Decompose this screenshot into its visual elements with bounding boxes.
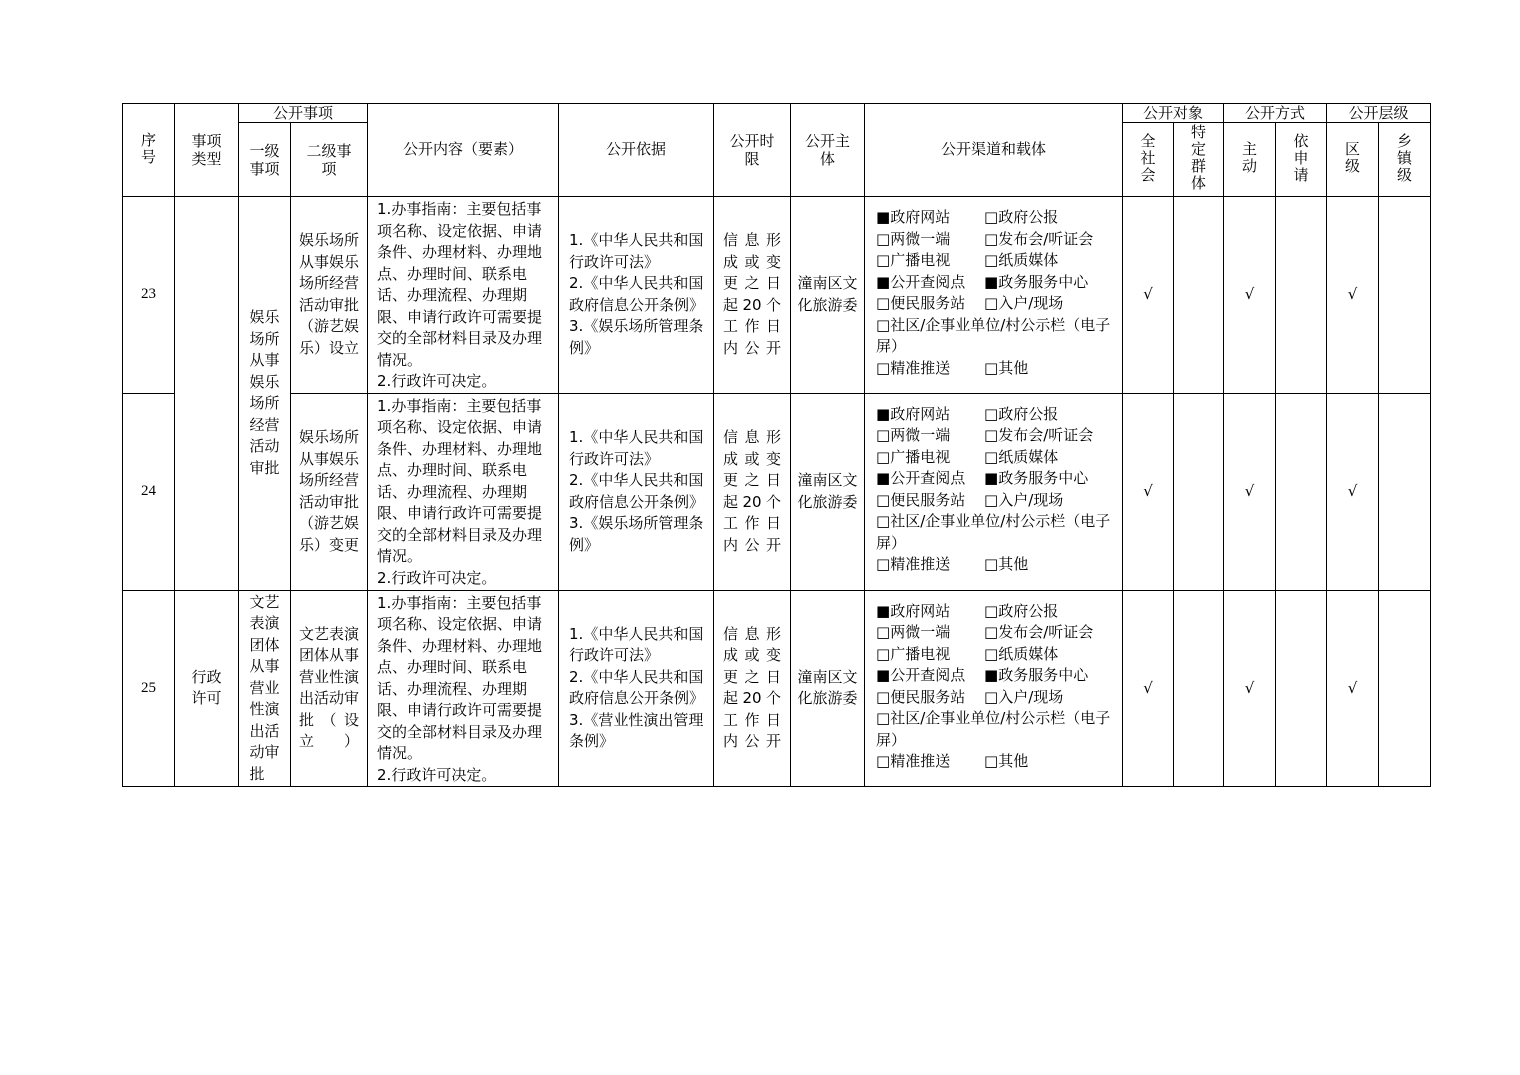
channel-option: □其他 [984,752,1029,770]
row-specific-group [1174,590,1224,787]
channel-option: □纸质媒体 [984,251,1059,269]
channel-option: □发布会/听证会 [984,623,1094,641]
row-township [1379,590,1431,787]
row-time-limit: 信息形成或变更之日起20个工作日内公开 [714,197,791,394]
row-basis: 1.《中华人民共和国行政许可法》 2.《中华人民共和国政府信息公开条例》 3.《娱乐场所管理条例》 [559,197,714,394]
header-active: 主动 [1224,123,1276,197]
channel-option: □广播电视 [876,447,951,466]
row-seq: 24 [123,393,175,590]
channel-option: □政府公报 [984,404,1059,423]
channel-option: □入户/现场 [984,687,1064,706]
channel-option: □发布会/听证会 [984,426,1094,444]
header-level2: 二级事项 [291,123,368,197]
table-row [123,197,1431,394]
header-basis: 公开依据 [559,104,714,197]
header-time-limit: 公开时限 [714,104,791,197]
row-type: 行政许可 [175,590,239,787]
channel-option: □社区/企事业单位/村公示栏（电子屏） [876,315,1111,355]
row-active: √ [1224,590,1276,787]
channel-option: □政府公报 [984,208,1059,226]
row-active: √ [1224,393,1276,590]
row-level2: 文艺表演团体从事营业性演出活动审批（设立） [291,590,368,787]
header-whole-society: 全社会 [1123,123,1174,197]
row-township [1379,393,1431,590]
row-district: √ [1327,197,1379,394]
row-content: 1.办事指南：主要包括事项名称、设定依据、申请条件、办理材料、办理地点、办理时间、联系电话、办理流程、办理期限、申请行政许可需要提交的全部材料目录及办理情况。 2.行政许可决定。 [368,393,559,590]
header-subject: 公开主体 [791,104,865,197]
row-level2: 娱乐场所从事娱乐场所经营活动审批（游艺娱乐）变更 [291,393,368,590]
channel-option: □便民服务站 [876,687,966,706]
channel-option: □精准推送 [876,358,951,377]
row-type-empty [175,197,239,591]
channel-option: □社区/企事业单位/村公示栏（电子屏） [876,709,1111,749]
row-seq: 23 [123,197,175,394]
header-group-level: 公开层级 [1327,104,1431,123]
row-basis: 1.《中华人民共和国行政许可法》 2.《中华人民共和国政府信息公开条例》 3.《娱乐场所管理条例》 [559,393,714,590]
channel-option: ■政务服务中心 [984,666,1089,684]
header-type: 事项类型 [175,104,239,197]
channel-option: ■政府网站 [876,404,951,423]
table-row [123,393,1431,590]
header-district: 区级 [1327,123,1379,197]
row-time-limit: 信息形成或变更之日起20个工作日内公开 [714,590,791,787]
header-group-target: 公开对象 [1123,104,1224,123]
row-on-request [1276,590,1327,787]
row-whole-society: √ [1123,590,1174,787]
row-basis: 1.《中华人民共和国行政许可法》 2.《中华人民共和国政府信息公开条例》 3.《营业性演出管理条例》 [559,590,714,787]
row-specific-group [1174,393,1224,590]
channel-option: □入户/现场 [984,490,1064,509]
row-district: √ [1327,393,1379,590]
channel-option: ■政府网站 [876,601,951,620]
row-subject: 潼南区文化旅游委 [791,393,865,590]
row-district: √ [1327,590,1379,787]
row-subject: 潼南区文化旅游委 [791,197,865,394]
row-content: 1.办事指南：主要包括事项名称、设定依据、申请条件、办理材料、办理地点、办理时间、联系电话、办理流程、办理期限、申请行政许可需要提交的全部材料目录及办理情况。 2.行政许可决定。 [368,197,559,394]
header-township: 乡镇级 [1379,123,1431,197]
channel-option: □入户/现场 [984,294,1064,312]
channel-option: □广播电视 [876,644,951,663]
channel-option: □广播电视 [876,251,951,269]
channel-option: ■政务服务中心 [984,272,1089,291]
channel-option: □两微一端 [876,623,951,641]
channel-option: □便民服务站 [876,294,966,312]
row-specific-group [1174,197,1224,394]
row-content: 1.办事指南：主要包括事项名称、设定依据、申请条件、办理材料、办理地点、办理时间、联系电话、办理流程、办理期限、申请行政许可需要提交的全部材料目录及办理情况。 2.行政许可决定。 [368,590,559,787]
row-whole-society: √ [1123,197,1174,394]
row-township [1379,197,1431,394]
channel-option: ■公开查阅点 [876,272,966,291]
channel-option: □社区/企事业单位/村公示栏（电子屏） [876,512,1111,552]
channel-option: □其他 [984,358,1029,377]
row-on-request [1276,393,1327,590]
channel-option: ■政府网站 [876,208,951,226]
channel-option: ■政务服务中心 [984,469,1089,487]
header-specific-group: 特定群体 [1174,123,1224,197]
channel-option: □精准推送 [876,555,951,573]
channel-option: □纸质媒体 [984,447,1059,466]
channel-option: □便民服务站 [876,490,966,509]
channel-option: □发布会/听证会 [984,229,1094,248]
row-whole-society: √ [1123,393,1174,590]
row-time-limit: 信息形成或变更之日起20个工作日内公开 [714,393,791,590]
row-channels [865,197,1123,394]
table-row [123,590,1431,787]
row-seq: 25 [123,590,175,787]
channel-option: ■公开查阅点 [876,469,966,487]
channel-option: □两微一端 [876,229,951,248]
disclosure-table [122,103,1431,787]
row-active: √ [1224,197,1276,394]
header-seq: 序号 [123,104,175,197]
header-group-items: 公开事项 [239,104,368,123]
channel-option: □纸质媒体 [984,644,1059,663]
channel-option: □政府公报 [984,601,1059,620]
row-channels [865,393,1123,590]
channel-option: □两微一端 [876,426,951,444]
channel-option: □精准推送 [876,752,951,770]
channel-option: ■公开查阅点 [876,666,966,684]
channel-option: □其他 [984,555,1029,573]
row-level1: 娱乐场所从事娱乐场所经营活动审批 [239,197,291,591]
header-level1: 一级事项 [239,123,291,197]
header-group-method: 公开方式 [1224,104,1327,123]
header-channels: 公开渠道和载体 [865,104,1123,197]
row-level2: 娱乐场所从事娱乐场所经营活动审批（游艺娱乐）设立 [291,197,368,394]
row-subject: 潼南区文化旅游委 [791,590,865,787]
row-level1: 文艺表演团体从事营业性演出活动审批 [239,590,291,787]
row-channels [865,590,1123,787]
header-content: 公开内容（要素） [368,104,559,197]
header-on-request: 依申请 [1276,123,1327,197]
row-on-request [1276,197,1327,394]
